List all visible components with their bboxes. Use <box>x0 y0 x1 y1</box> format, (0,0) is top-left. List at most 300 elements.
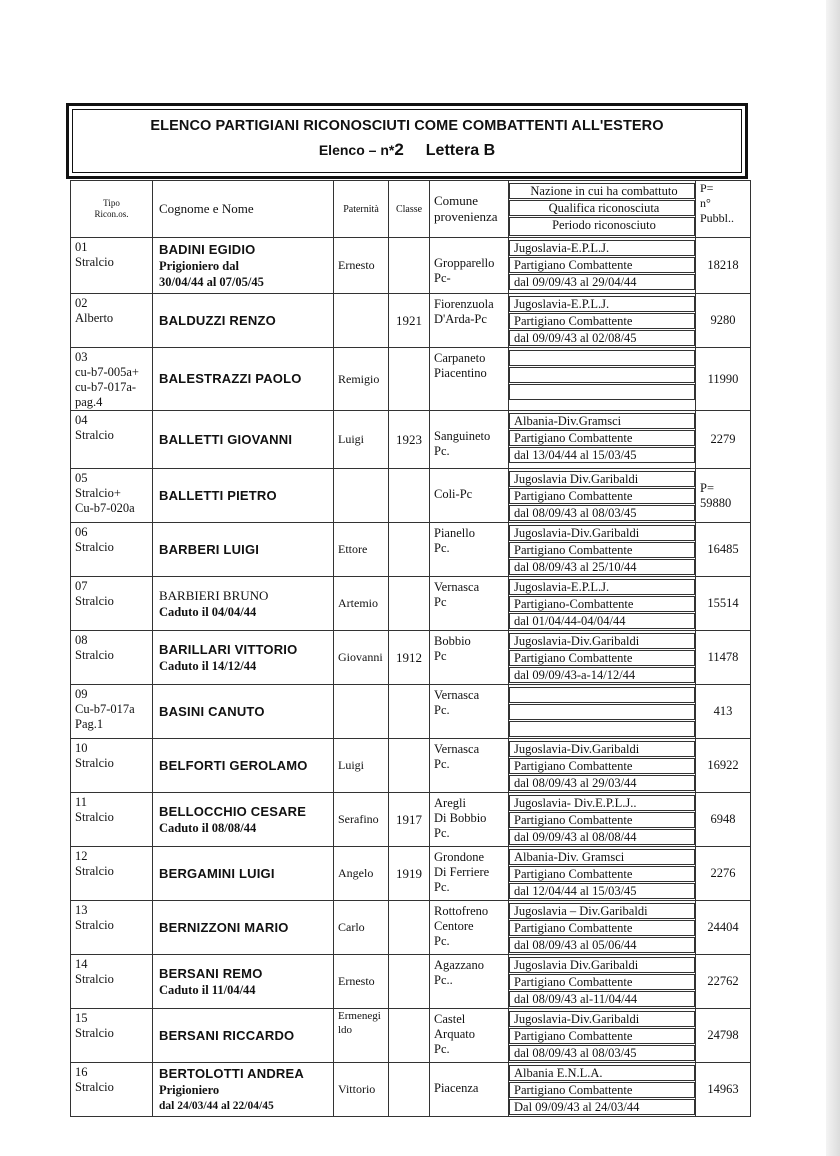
service-stack <box>509 238 695 291</box>
tipo-line: Cu-b7-017a <box>75 702 135 716</box>
document-subtitle <box>73 140 741 160</box>
qualifica-value: Partigiano Combattente <box>509 542 695 558</box>
nazione-value: Albania-Div. Gramsci <box>509 849 695 865</box>
cell-service <box>509 523 696 577</box>
row-number: 16 <box>75 1065 88 1079</box>
cell-classe: 1921 <box>389 294 430 348</box>
periodo-value: dal 08/09/43 al 08/03/45 <box>509 1045 695 1061</box>
pubbl-value: 9280 <box>710 313 736 327</box>
cell-pubbl <box>696 577 751 631</box>
qualifica-value: Partigiano Combattente <box>509 812 695 828</box>
cell-classe: 1919 <box>389 847 430 901</box>
row-number: 03 <box>75 350 88 364</box>
pubbl-value: 2279 <box>710 432 736 446</box>
cell-nome <box>153 847 334 901</box>
comune-line: Pc. <box>434 541 450 555</box>
cell-comune <box>430 1009 509 1063</box>
table-row <box>71 1009 751 1063</box>
table-row <box>71 238 751 294</box>
cell-service <box>509 1063 696 1117</box>
table-row <box>71 523 751 577</box>
cell-paternita: Carlo <box>334 901 389 955</box>
tipo-line: Stralcio <box>75 972 114 986</box>
qualifica-value <box>509 704 695 720</box>
qualifica-value: Partigiano Combattente <box>509 313 695 329</box>
tipo-line: Cu-b7-020a <box>75 501 135 515</box>
comune-line: Centore <box>434 919 474 933</box>
person-name: BASINI CANUTO <box>159 703 265 719</box>
nazione-value: Jugoslavia-E.P.L.J. <box>509 240 695 256</box>
col-header-nazione-group <box>509 181 696 238</box>
person-name: BERSANI REMO <box>159 965 263 981</box>
nazione-value: Albania E.N.L.A. <box>509 1065 695 1081</box>
table-row <box>71 577 751 631</box>
row-number: 01 <box>75 240 88 254</box>
pubbl-value: 11990 <box>707 371 739 386</box>
qualifica-value: Partigiano Combattente <box>509 257 695 273</box>
nazione-value <box>509 687 695 703</box>
service-stack <box>509 739 695 792</box>
pubbl-value: 18218 <box>707 258 739 272</box>
tipo-line: Stralcio <box>75 756 114 770</box>
periodo-value: dal 08/09/43 al-11/04/44 <box>509 991 695 1007</box>
cell-comune <box>430 685 509 739</box>
title-frame <box>72 109 742 173</box>
comune-line: Sanguineto <box>434 429 491 443</box>
cell-tipo <box>71 793 153 847</box>
nazione-value: Jugoslavia-Div.Garibaldi <box>509 525 695 541</box>
pubbl-value: 22762 <box>707 974 739 988</box>
cell-pubbl <box>696 1009 751 1063</box>
cell-paternita: Luigi <box>334 411 389 469</box>
service-stack <box>509 847 695 900</box>
pubbl-value: 413 <box>713 704 733 718</box>
cell-paternita: Ernesto <box>334 238 389 294</box>
cell-tipo <box>71 238 153 294</box>
col-header-periodo: Periodo riconosciuto <box>509 217 695 236</box>
col-header-comune-line2: provenienza <box>434 209 498 224</box>
pubbl-value: 24404 <box>707 920 739 934</box>
col-header-classe: Classe <box>389 181 430 238</box>
periodo-value: dal 12/04/44 al 15/03/45 <box>509 883 695 899</box>
cell-paternita <box>334 469 389 523</box>
cell-comune <box>430 294 509 348</box>
periodo-value: dal 09/09/43 al 08/08/44 <box>509 829 695 845</box>
cell-nome <box>153 411 334 469</box>
cell-paternita: Artemio <box>334 577 389 631</box>
cell-service <box>509 901 696 955</box>
qualifica-value: Partigiano Combattente <box>509 650 695 666</box>
page-edge <box>826 0 840 1156</box>
comune-line: Gropparello <box>434 256 495 270</box>
person-name: BARBIERI BRUNO <box>159 587 269 603</box>
periodo-value: dal 09/09/43-a-14/12/44 <box>509 667 695 683</box>
cell-service <box>509 631 696 685</box>
cell-nome <box>153 238 334 294</box>
person-name: BALESTRAZZI PAOLO <box>159 371 302 386</box>
pubbl-value: 15514 <box>707 596 739 610</box>
cell-service <box>509 469 696 523</box>
cell-tipo <box>71 739 153 793</box>
periodo-value: dal 09/09/43 al 29/04/44 <box>509 274 695 290</box>
cell-comune <box>430 631 509 685</box>
cell-pubbl <box>696 469 751 523</box>
cell-pubbl <box>696 793 751 847</box>
service-stack <box>509 1063 695 1116</box>
person-name: BERNIZZONI MARIO <box>159 919 289 935</box>
comune-line: Vernasca <box>434 742 480 756</box>
table-row <box>71 955 751 1009</box>
person-name: BALLETTI PIETRO <box>159 487 277 503</box>
cell-paternita: Ermenegi ldo <box>334 1009 389 1063</box>
row-number: 07 <box>75 579 88 593</box>
cell-nome <box>153 793 334 847</box>
cell-service <box>509 739 696 793</box>
comune-line: Pc. <box>434 934 450 948</box>
tipo-line: cu-b7-005a+ <box>75 365 139 379</box>
col-header-comune-line1: Comune <box>434 193 479 208</box>
person-name: BERTOLOTTI ANDREA <box>159 1065 304 1081</box>
comune-line: Pc- <box>434 271 451 285</box>
comune-line: Carpaneto <box>434 351 486 365</box>
comune-line: Piacentino <box>434 366 487 380</box>
pubbl-value: 14963 <box>707 1082 739 1096</box>
table-row <box>71 793 751 847</box>
cell-comune <box>430 523 509 577</box>
tipo-line: pag.4 <box>75 395 103 409</box>
comune-line: Piacenza <box>434 1081 479 1095</box>
cell-tipo <box>71 469 153 523</box>
table-row <box>71 631 751 685</box>
cell-tipo <box>71 955 153 1009</box>
cell-pubbl <box>696 348 751 411</box>
comune-line: Di Bobbio <box>434 811 487 825</box>
cell-classe: 1923 <box>389 411 430 469</box>
col-header-nome: Cognome e Nome <box>153 181 334 238</box>
cell-paternita <box>334 685 389 739</box>
cell-comune <box>430 901 509 955</box>
person-note: Caduto il 11/04/44 <box>159 982 256 997</box>
cell-comune <box>430 1063 509 1117</box>
cell-tipo <box>71 411 153 469</box>
service-stack <box>509 348 695 401</box>
cell-pubbl <box>696 411 751 469</box>
col-header-qualifica: Qualifica riconosciuta <box>509 200 695 216</box>
qualifica-value: Partigiano Combattente <box>509 1082 695 1098</box>
tipo-line: Stralcio <box>75 1026 114 1040</box>
comune-line: Arquato <box>434 1027 475 1041</box>
cell-comune <box>430 348 509 411</box>
col-header-pubbl-line1: P= <box>700 181 714 195</box>
col-header-paternita: Paternità <box>334 181 389 238</box>
tipo-line: Stralcio <box>75 918 114 932</box>
comune-line: Pc. <box>434 757 450 771</box>
periodo-value: dal 13/04/44 al 15/03/45 <box>509 447 695 463</box>
person-note: Caduto il 04/04/44 <box>159 604 257 619</box>
cell-tipo <box>71 631 153 685</box>
cell-nome <box>153 469 334 523</box>
row-number: 09 <box>75 687 88 701</box>
cell-comune <box>430 469 509 523</box>
cell-paternita: Vittorio <box>334 1063 389 1117</box>
pubbl-value: 6948 <box>710 812 736 826</box>
person-name: BERGAMINI LUIGI <box>159 865 275 881</box>
cell-service <box>509 294 696 348</box>
nazione-value: Jugoslavia- Div.E.P.L.J.. <box>509 795 695 811</box>
service-stack <box>509 631 695 684</box>
person-note: Caduto il 08/08/44 <box>159 820 257 835</box>
cell-classe <box>389 577 430 631</box>
person-name: BELLOCCHIO CESARE <box>159 803 307 819</box>
row-number: 11 <box>75 795 88 809</box>
cell-tipo <box>71 1009 153 1063</box>
comune-line: Pc. <box>434 826 450 840</box>
col-header-pubbl <box>696 181 751 238</box>
pubbl-value-2: 59880 <box>700 495 732 510</box>
cell-nome <box>153 348 334 411</box>
title-box <box>66 103 748 179</box>
person-name: BALLETTI GIOVANNI <box>159 431 293 447</box>
cell-paternita: Remigio <box>334 348 389 411</box>
qualifica-value: Partigiano Combattente <box>509 1028 695 1044</box>
cell-pubbl <box>696 955 751 1009</box>
cell-tipo <box>71 577 153 631</box>
cell-pubbl <box>696 1063 751 1117</box>
nazione-value: Jugoslavia-Div.Garibaldi <box>509 633 695 649</box>
cell-nome <box>153 1063 334 1117</box>
nazione-value: Jugoslavia-E.P.L.J. <box>509 296 695 312</box>
qualifica-value: Partigiano-Combattente <box>509 596 695 612</box>
cell-pubbl <box>696 631 751 685</box>
service-stack <box>509 685 695 738</box>
row-number: 06 <box>75 525 88 539</box>
pubbl-value: 11478 <box>707 650 739 664</box>
nazione-value: Jugoslavia-E.P.L.J. <box>509 579 695 595</box>
cell-service <box>509 238 696 294</box>
col-header-comune <box>430 181 509 238</box>
cell-tipo <box>71 348 153 411</box>
periodo-value: dal 08/09/43 al 25/10/44 <box>509 559 695 575</box>
tipo-line: Stralcio <box>75 864 114 878</box>
cell-nome <box>153 631 334 685</box>
cell-pubbl <box>696 294 751 348</box>
row-number: 15 <box>75 1011 88 1025</box>
pubbl-value: 24798 <box>707 1028 739 1042</box>
comune-line <box>434 241 508 256</box>
cell-nome <box>153 294 334 348</box>
row-number: 10 <box>75 741 88 755</box>
tipo-line: cu-b7-017a- <box>75 380 137 394</box>
tipo-line: Stralcio <box>75 540 114 554</box>
service-stack <box>509 469 695 522</box>
cell-tipo <box>71 1063 153 1117</box>
cell-classe <box>389 739 430 793</box>
register-body <box>71 238 751 1117</box>
periodo-value: dal 01/04/44-04/04/44 <box>509 613 695 629</box>
service-stack <box>509 793 695 846</box>
comune-line: Vernasca <box>434 580 480 594</box>
cell-classe <box>389 901 430 955</box>
cell-pubbl <box>696 685 751 739</box>
cell-comune <box>430 411 509 469</box>
nazione-value <box>509 350 695 366</box>
comune-line: Vernasca <box>434 688 480 702</box>
comune-line: Pc <box>434 649 447 663</box>
cell-classe <box>389 685 430 739</box>
comune-line: Fiorenzuola <box>434 297 494 311</box>
qualifica-value: Partigiano Combattente <box>509 920 695 936</box>
cell-tipo <box>71 294 153 348</box>
col-header-nazione: Nazione in cui ha combattuto <box>509 183 695 199</box>
row-number: 04 <box>75 413 88 427</box>
cell-paternita: Ettore <box>334 523 389 577</box>
cell-comune <box>430 847 509 901</box>
table-row <box>71 685 751 739</box>
col-header-pubbl-line2: n° <box>700 196 711 210</box>
header-row <box>71 181 751 238</box>
cell-service <box>509 577 696 631</box>
tipo-line: Stralcio <box>75 255 114 269</box>
cell-pubbl <box>696 901 751 955</box>
cell-comune <box>430 793 509 847</box>
cell-nome <box>153 739 334 793</box>
cell-comune <box>430 955 509 1009</box>
row-number: 05 <box>75 471 88 485</box>
cell-comune <box>430 238 509 294</box>
cell-nome <box>153 685 334 739</box>
service-stack <box>509 294 695 347</box>
person-name: BADINI EGIDIO <box>159 241 256 257</box>
comune-line: Bobbio <box>434 634 471 648</box>
cell-paternita: Serafino <box>334 793 389 847</box>
table-row <box>71 348 751 411</box>
comune-line: D'Arda-Pc <box>434 312 487 326</box>
tipo-line: Stralcio <box>75 810 114 824</box>
cell-classe <box>389 1009 430 1063</box>
nazione-value: Jugoslavia – Div.Garibaldi <box>509 903 695 919</box>
person-name: BELFORTI GEROLAMO <box>159 757 308 773</box>
cell-service <box>509 955 696 1009</box>
subtitle-letter: Lettera B <box>425 142 496 159</box>
pubbl-value: 2276 <box>710 866 736 880</box>
comune-line: Di Ferriere <box>434 865 490 879</box>
cell-paternita <box>334 294 389 348</box>
subtitle-prefix: Elenco – n* <box>318 142 395 158</box>
cell-service <box>509 1009 696 1063</box>
comune-line: Pc. <box>434 880 450 894</box>
comune-line: Pc <box>434 595 447 609</box>
col-header-tipo-line1: Tipo <box>103 198 120 208</box>
comune-line: Grondone <box>434 850 484 864</box>
person-name: BALDUZZI RENZO <box>159 312 276 328</box>
table-row <box>71 469 751 523</box>
cell-paternita: Giovanni <box>334 631 389 685</box>
person-note: dal 24/03/44 al 22/04/45 <box>159 1099 274 1112</box>
cell-nome <box>153 901 334 955</box>
comune-line <box>434 414 508 429</box>
person-name: BARILLARI VITTORIO <box>159 641 298 657</box>
person-name: BERSANI RICCARDO <box>159 1027 295 1043</box>
cell-service <box>509 411 696 469</box>
qualifica-value: Partigiano Combattente <box>509 430 695 446</box>
cell-classe <box>389 469 430 523</box>
person-note: Prigioniero <box>159 1082 220 1097</box>
cell-tipo <box>71 685 153 739</box>
qualifica-value: Partigiano Combattente <box>509 866 695 882</box>
qualifica-value <box>509 367 695 383</box>
nazione-value: Jugoslavia Div.Garibaldi <box>509 957 695 973</box>
row-number: 08 <box>75 633 88 647</box>
comune-line <box>434 472 508 487</box>
comune-line: Pc.. <box>434 973 453 987</box>
comune-line: Castel <box>434 1012 466 1026</box>
comune-line: Pc. <box>434 703 450 717</box>
person-note: Caduto il 14/12/44 <box>159 658 257 673</box>
document-title: ELENCO PARTIGIANI RICONOSCIUTI COME COMBATTENTI ALL'ESTERO <box>150 118 664 134</box>
cell-paternita: Ernesto <box>334 955 389 1009</box>
person-name: BARBERI LUIGI <box>159 541 260 557</box>
tipo-line: Pag.1 <box>75 717 104 731</box>
service-stack <box>509 1009 695 1062</box>
cell-tipo <box>71 847 153 901</box>
comune-line <box>434 1066 508 1081</box>
cell-service <box>509 847 696 901</box>
cell-tipo <box>71 901 153 955</box>
partisan-register-table <box>70 180 751 1117</box>
service-stack <box>509 523 695 576</box>
service-stack <box>509 901 695 954</box>
cell-classe <box>389 523 430 577</box>
cell-nome <box>153 577 334 631</box>
cell-comune <box>430 739 509 793</box>
cell-pubbl <box>696 847 751 901</box>
cell-classe <box>389 348 430 411</box>
col-header-pubbl-line3: Pubbl.. <box>700 211 735 225</box>
subtitle-number: 2 <box>394 140 404 159</box>
comune-line: Agazzano <box>434 958 484 972</box>
periodo-value: dal 09/09/43 al 02/08/45 <box>509 330 695 346</box>
cell-comune <box>430 577 509 631</box>
nazione-value: Jugoslavia Div.Garibaldi <box>509 471 695 487</box>
table-row <box>71 901 751 955</box>
comune-line: Aregli <box>434 796 466 810</box>
cell-service <box>509 793 696 847</box>
table-row <box>71 294 751 348</box>
cell-service <box>509 685 696 739</box>
cell-nome <box>153 955 334 1009</box>
col-header-tipo <box>71 181 153 238</box>
cell-classe: 1912 <box>389 631 430 685</box>
nazione-value: Jugoslavia-Div.Garibaldi <box>509 741 695 757</box>
service-stack <box>509 955 695 1008</box>
cell-tipo <box>71 523 153 577</box>
row-number: 02 <box>75 296 88 310</box>
pubbl-value: 16922 <box>707 758 739 772</box>
tipo-line: Alberto <box>75 311 114 325</box>
nazione-value: Albania-Div.Gramsci <box>509 413 695 429</box>
service-stack <box>509 411 695 464</box>
periodo-value <box>509 721 695 737</box>
col-header-tipo-line2: Ricon.os. <box>94 209 129 219</box>
tipo-line: Stralcio <box>75 648 114 662</box>
cell-classe <box>389 955 430 1009</box>
comune-line: Pc. <box>434 444 450 458</box>
person-note: 30/04/44 al 07/05/45 <box>159 274 264 289</box>
comune-line: Coli-Pc <box>434 487 473 501</box>
cell-classe <box>389 238 430 294</box>
row-number: 14 <box>75 957 88 971</box>
table-row <box>71 1063 751 1117</box>
